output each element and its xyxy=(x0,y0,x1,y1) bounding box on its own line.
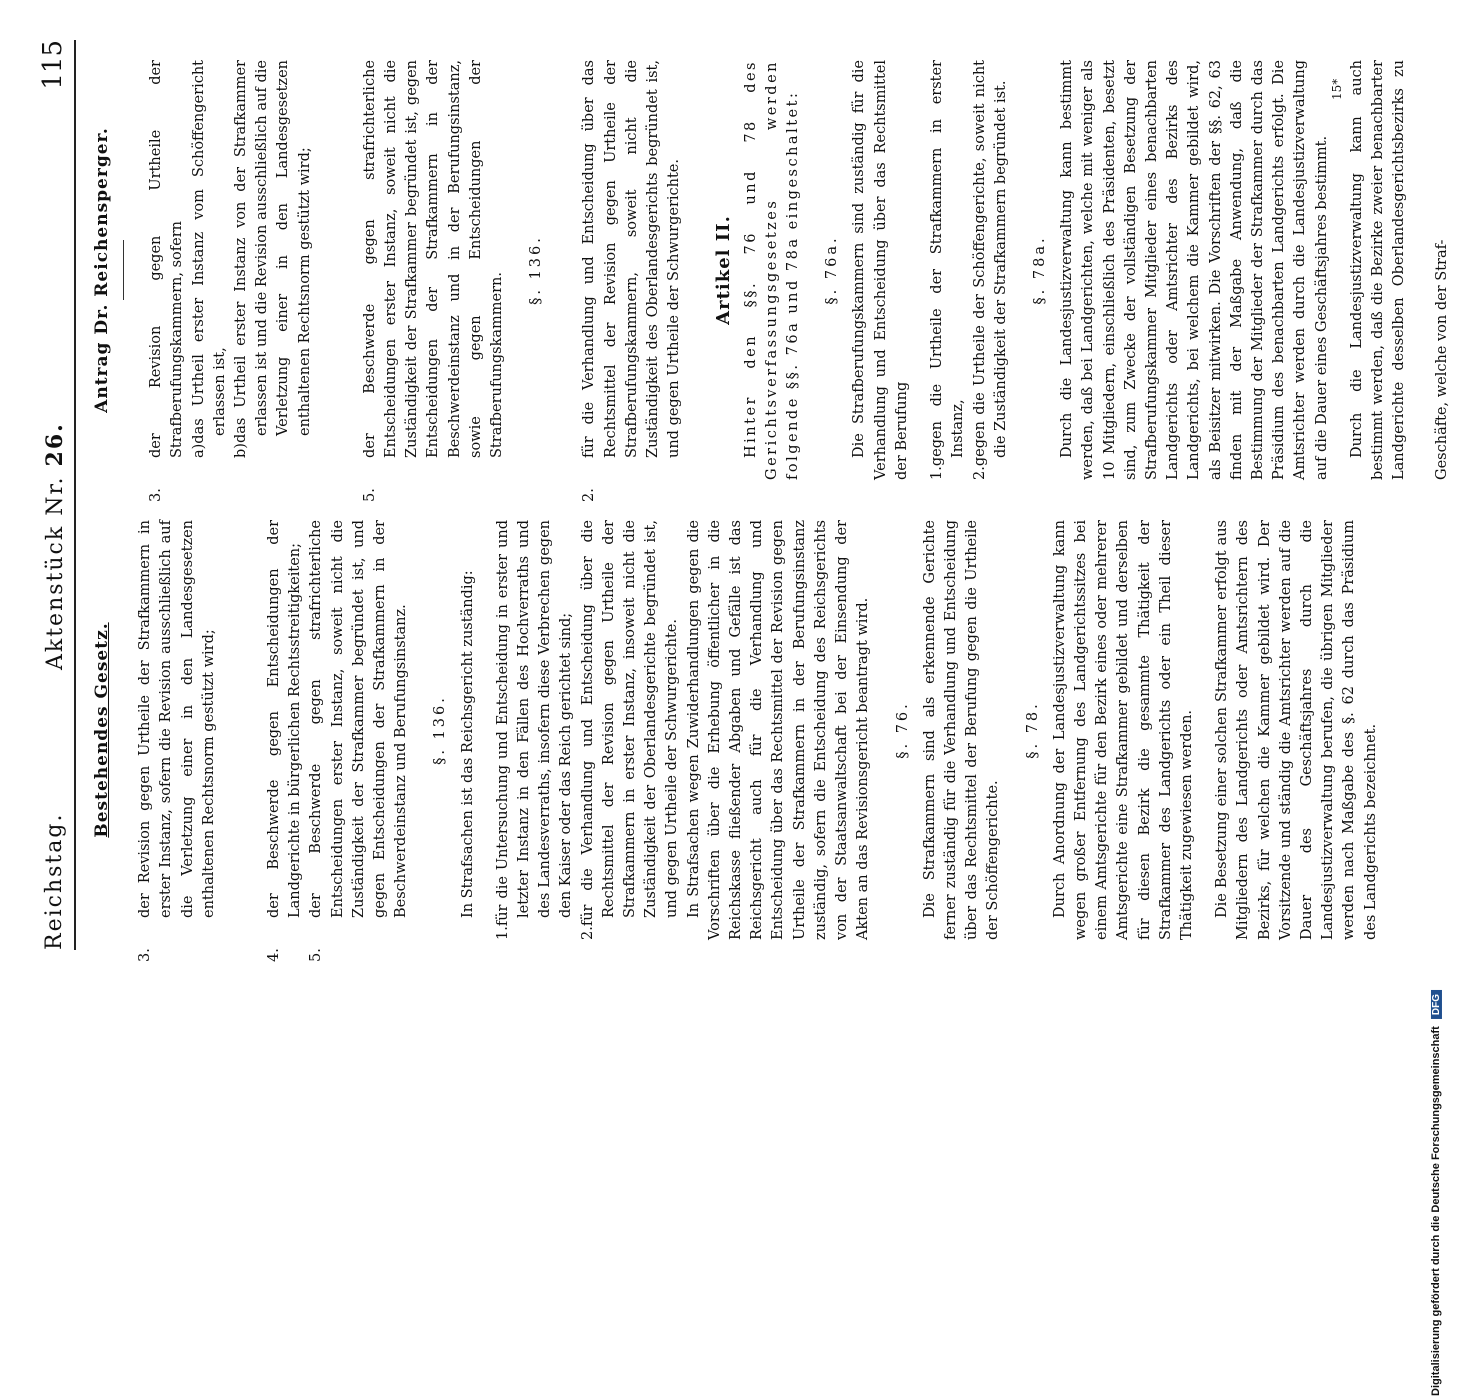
section-number: §. 78a. xyxy=(1031,235,1048,305)
numbered-item xyxy=(493,520,578,940)
item-text: das Urtheil erster Instanz vom Schöffengericht erlassen ist, xyxy=(190,60,228,444)
sub-list-item xyxy=(189,60,231,480)
footer-signature-mark: 15* xyxy=(1330,78,1344,100)
item-number: 1. xyxy=(494,926,511,940)
spacer xyxy=(316,60,360,480)
page-header xyxy=(22,30,78,970)
header-center-number: 26. xyxy=(42,422,68,467)
left-column-body xyxy=(135,520,1382,962)
item-number: 2. xyxy=(581,488,598,502)
dfg-badge: DFG xyxy=(1431,990,1442,1019)
right-column xyxy=(92,60,1467,502)
numbered-item xyxy=(306,520,412,962)
section-number: §. 136. xyxy=(432,695,449,765)
item-text: für die Untersuchung und Entscheidung in erster und letzter Instanz in den Fällen des Hochverraths und des Landesverraths, insofern diese Verbrechen gegen den Kaiser oder das Reich gerichtet sind; xyxy=(494,520,575,927)
paragraph: Die Besetzung einer solchen Strafkammer erfolgt aus Mitgliedern des Landgerichts oder Amtsrichtern des Bezirks, für welchen die Kammer gebildet wird. Der Vorsitzende und ständig die Amtsrichter werden auf die Dauer des Geschäftsjahres durch die Landesjustizverwaltung berufen, die übrigen Mitglieder werden nach Maßgabe des §. 62 durch das Präsidium des Landgerichts bezeichnet. xyxy=(1214,520,1379,940)
item-number: 1. xyxy=(929,466,946,480)
item-number: 5. xyxy=(361,488,378,502)
numbered-item xyxy=(970,60,1012,480)
header-rule xyxy=(74,40,76,950)
numbered-item xyxy=(927,60,969,480)
item-text: gegen die Urtheile der Strafkammern in erster Instanz, xyxy=(929,60,967,467)
paragraph: Durch die Landesjustizverwaltung kann bestimmt werden, daß bei Landgerichten, welche mit weniger als 10 Mitgliedern, einschließlich des Präsidenten, besetzt sind, zum Zwecke der vollständigen Besetzung der Strafberufungskammer Mitglieder eines benachbarten Landgerichts oder Amtsrichter des Bezirks des Landgerichts, bei welchem die Kammer gebildet wird, als Beisitzer mitwirken. Die Vorschriften der §§. 62, 63 finden mit der Maßgabe Anwendung, daß die Bestimmung der Mitglieder der Strafkammer durch das Präsidium des benachbarten Landgerichts erfolgt. Die Amtsrichter werden durch die Landesjustizverwaltung auf die Dauer eines Geschäftsjahres bestimmt. xyxy=(1059,60,1330,480)
item-text: der Beschwerde gegen Entscheidungen der Landgerichte in bürgerlichen Rechtsstreitigkeiten; xyxy=(266,520,304,918)
numbered-item xyxy=(135,520,220,962)
numbered-item xyxy=(579,60,685,502)
side-credit-band xyxy=(1410,0,1442,1396)
numbered-item xyxy=(264,520,306,962)
paragraph: In Strafsachen wegen Zuwiderhandlungen gegen die Vorschriften über die Erhebung öffentlicher in die Reichskasse fließender Abgaben und Gefälle ist das Reichsgericht auch für die Verhandlung und Entscheidung über das Rechtsmittel der Revision gegen Urtheile der Strafkammern in der Berufungsinstanz zuständig, sofern die Entscheidung des Reichsgerichts von der Staatsanwaltschaft bei der Einsendung der Akten an das Revisionsgericht beantragt wird. xyxy=(685,520,872,940)
numbered-item xyxy=(146,60,188,502)
heading-rule xyxy=(123,240,124,300)
item-text: der Beschwerde gegen strafrichterliche Entscheidungen erster Instanz, soweit nicht die Zuständigkeit der Strafkammer begründet ist, und gegen Entscheidungen der Strafkammern in der Beschwerdeinstanz und Berufungsinstanz. xyxy=(308,520,410,918)
item-number: 2. xyxy=(971,466,988,480)
spacer xyxy=(220,520,264,940)
paragraph: Die Strafberufungskammern sind zuständig für die Verhandlung und Entscheidung über das Rechtsmittel der Berufung xyxy=(851,60,910,480)
paragraph: In Strafsachen ist das Reichsgericht zuständig: xyxy=(459,570,476,918)
item-text: das Urtheil erster Instanz von der Strafkammer erlassen ist und die Revision ausschließlich auf die Verletzung einer in den Landesgesetzen enthaltenen Rechtsnorm gestützt wird; xyxy=(233,60,313,444)
header-center xyxy=(42,422,68,670)
item-text: der Revision gegen Urtheile der Strafkammern in erster Instanz, sofern die Revision ausschließlich auf die Verletzung einer in den Landesgesetzen enthaltenen Rechtsnorm gestützt wird; xyxy=(137,520,217,918)
sub-list-item xyxy=(231,60,316,480)
paragraph: Die Strafkammern sind als erkennende Gerichte ferner zuständig für die Verhandlung und Entscheidung über das Rechtsmittel der Berufung gegen die Urtheile der Schöffengerichte. xyxy=(921,520,1002,940)
item-number: 3. xyxy=(148,488,165,502)
item-number: 2. xyxy=(579,926,596,940)
header-left: Reichstag. xyxy=(42,812,67,950)
item-text: für die Verhandlung und Entscheidung über das Rechtsmittel der Revision gegen Urtheile der Strafberufungskammern, soweit nicht die Zuständigkeit des Oberlandesgerichts begründet ist, und gegen Urtheile der Schwurgerichte. xyxy=(581,60,683,458)
numbered-item xyxy=(360,60,508,502)
section-number: §. 76. xyxy=(894,701,911,759)
left-column-heading: Bestehendes Gesetz. xyxy=(92,622,112,838)
item-text: der Beschwerde gegen strafrichterliche Entscheidungen erster Instanz, soweit nicht die Zuständigkeit der Strafkammer begründet ist, gegen Entscheidungen der Strafkammern in der Beschwerdeinstanz und in der Berufungsinstanz, sowie gegen Entscheidungen der Strafberufungskammern. xyxy=(361,60,506,458)
section-number: §. 76a. xyxy=(824,235,841,305)
side-credit-text: Digitalisierung gefördert durch die Deutsche Forschungsgemeinschaft xyxy=(1430,1026,1442,1396)
item-text: für die Verhandlung und Entscheidung über die Rechtsmittel der Revision gegen Urtheile der Strafkammern in erster Instanz, insoweit nicht die Zuständigkeit der Oberlandesgerichte begründet ist, und gegen Urtheile der Schwurgerichte. xyxy=(579,520,681,927)
header-center-prefix: Aktenstück Nr. xyxy=(43,475,68,670)
item-text: gegen die Urtheile der Schöffengerichte, soweit nicht die Zuständigkeit der Strafkammern begründet ist. xyxy=(971,60,1009,467)
item-number: 3. xyxy=(137,948,154,962)
left-column xyxy=(92,520,1396,962)
item-number: b) xyxy=(233,443,250,458)
item-number: a) xyxy=(190,443,207,458)
side-credit xyxy=(1430,990,1442,1396)
right-column-heading: Antrag Dr. Reichensperger. xyxy=(92,127,112,413)
paragraph: Durch die Landesjustizverwaltung kann auch bestimmt werden, daß die Bezirke zweier benachbarter Landgerichte desselben Oberlandesgerichtsbezirks zu Geschäfte, welche von der Straf- xyxy=(1348,60,1450,480)
section-number: §. 136. xyxy=(528,235,545,305)
item-number: 5. xyxy=(308,948,325,962)
numbered-item xyxy=(578,520,684,940)
paragraph: Durch Anordnung der Landesjustizverwaltung kann wegen großer Entfernung des Landgerichtssitzes bei einem Amtsgerichte für den Bezirk eines oder mehrerer Amtsgerichte eine Strafkammer gebildet und derselben für diesen Bezirk die gesammte Thätigkeit der Strafkammer des Landgerichts oder ein Theil dieser Thätigkeit zugewiesen werden. xyxy=(1051,520,1195,940)
item-text: der Revision gegen Urtheile der Strafberufungskammern, sofern xyxy=(148,60,186,458)
right-column-body xyxy=(146,60,1453,502)
article-heading: Artikel II. xyxy=(713,215,735,325)
section-number: §. 78. xyxy=(1024,701,1041,759)
page-number: 115 xyxy=(38,40,68,90)
paragraph: Hinter den §§. 76 und 78 des Gerichtsverfassungsgesetzes werden folgende §§. 76a und 78a eingeschaltet: xyxy=(742,60,802,480)
spacer xyxy=(553,60,579,480)
item-number: 4. xyxy=(266,948,283,962)
